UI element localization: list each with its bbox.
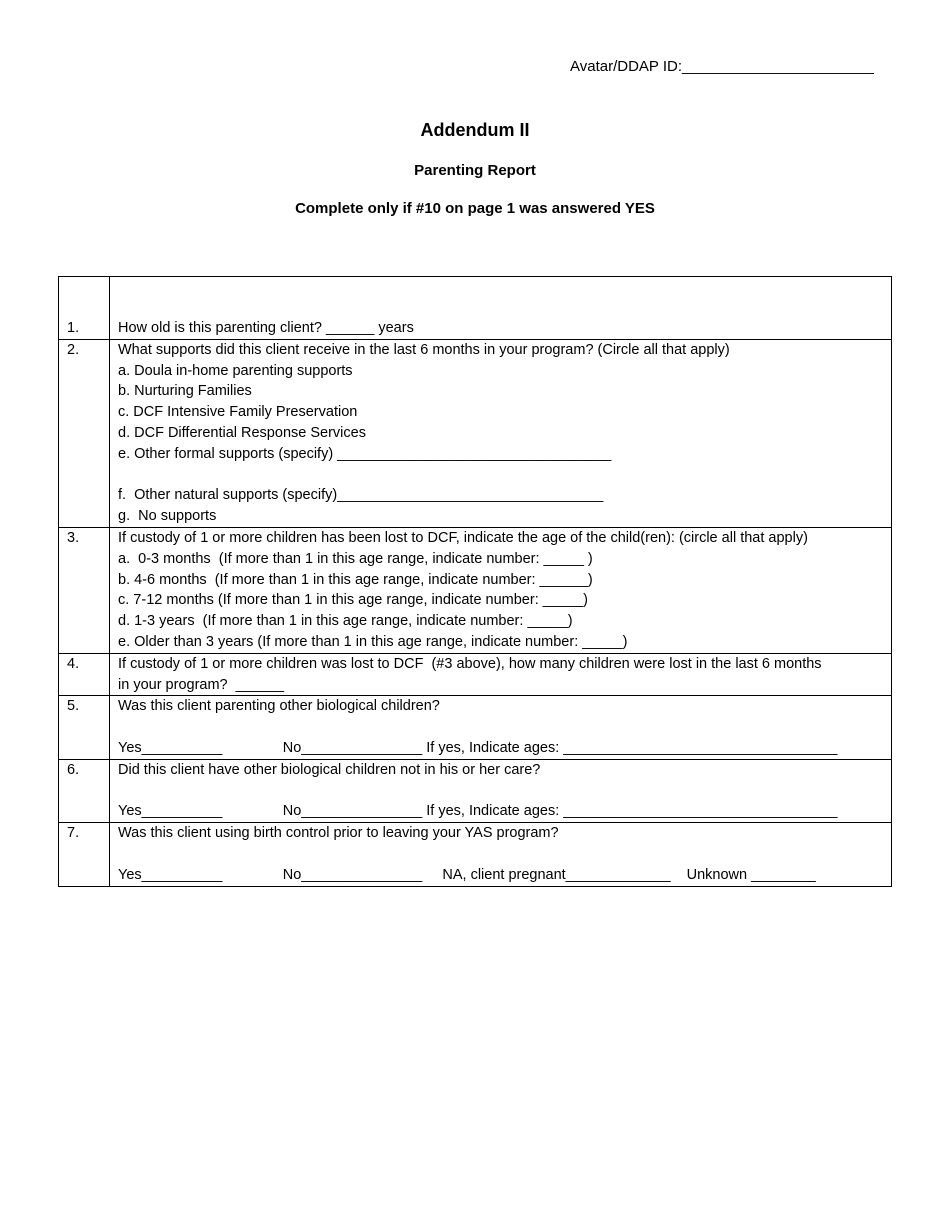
question-row — [59, 823, 892, 886]
question-number-label: 1. — [67, 320, 80, 336]
question-line: Did this client have other biological children not in his or her care? — [118, 761, 541, 778]
question-text-cell[interactable] — [110, 696, 892, 759]
question-line: Was this client parenting other biological children? — [118, 698, 440, 715]
question-number-label: 5. — [67, 698, 80, 715]
question-line: e. Other formal supports (specify) __________________________________ — [118, 445, 612, 462]
question-row — [59, 277, 892, 340]
addendum-title: Addendum II — [420, 120, 530, 140]
question-text-cell[interactable] — [110, 653, 892, 696]
question-row — [59, 759, 892, 822]
question-line: in your program? ______ — [118, 676, 285, 693]
question-line: f. Other natural supports (specify)_________________________________ — [118, 487, 604, 504]
question-line: g. No supports — [118, 508, 217, 525]
question-text-cell[interactable] — [110, 759, 892, 822]
question-line: If custody of 1 or more children was lost to DCF (#3 above), how many children were lost in the last 6 months — [118, 655, 822, 672]
question-text-cell[interactable] — [110, 277, 892, 340]
question-text-cell[interactable] — [110, 823, 892, 886]
ddap-id-field[interactable] — [570, 58, 874, 75]
parenting-questions-table — [58, 276, 892, 887]
report-subtitle: Parenting Report — [414, 162, 536, 179]
question-line: d. 1-3 years (If more than 1 in this age range, indicate number: _____) — [118, 613, 573, 630]
question-number — [59, 339, 110, 527]
instruction-text: Complete only if #10 on page 1 was answered YES — [295, 200, 655, 217]
question-line: d. DCF Differential Response Services — [118, 424, 366, 441]
question-row — [59, 653, 892, 696]
question-line: b. Nurturing Families — [118, 383, 252, 400]
question-line: c. 7-12 months (If more than 1 in this age range, indicate number: _____) — [118, 592, 588, 609]
question-line: Yes__________ No_______________ NA, client pregnant_____________ Unknown ________ — [118, 866, 816, 883]
question-line: c. DCF Intensive Family Preservation — [118, 404, 358, 421]
questions-body — [59, 277, 892, 887]
question-number-label: 6. — [67, 761, 80, 778]
question-row — [59, 527, 892, 653]
question-row — [59, 339, 892, 527]
question-number-label: 3. — [67, 529, 80, 546]
question-number — [59, 696, 110, 759]
question-text-cell[interactable] — [110, 339, 892, 527]
question-text-cell[interactable] — [110, 527, 892, 653]
ddap-id-label: Avatar/DDAP ID: — [570, 58, 682, 75]
question-line — [118, 781, 885, 802]
question-line: a. Doula in-home parenting supports — [118, 362, 353, 379]
question-line — [118, 717, 885, 738]
question-number — [59, 527, 110, 653]
ddap-id-blank[interactable]: _______________________ — [682, 58, 874, 75]
question-line: e. Older than 3 years (If more than 1 in this age range, indicate number: _____) — [118, 633, 628, 650]
question-row — [59, 696, 892, 759]
question-number-label: 7. — [67, 825, 80, 842]
question-line: b. 4-6 months (If more than 1 in this age range, indicate number: ______) — [118, 571, 593, 588]
question-line — [118, 844, 885, 865]
question-line — [118, 465, 885, 486]
question-number — [59, 653, 110, 696]
question-number — [59, 277, 110, 340]
question-line: Yes__________ No_______________ If yes, Indicate ages: __________________________________ — [118, 803, 838, 820]
question-line: a. 0-3 months (If more than 1 in this age range, indicate number: _____ ) — [118, 550, 593, 567]
question-line: Yes__________ No_______________ If yes, Indicate ages: __________________________________ — [118, 739, 838, 756]
question-number-label: 2. — [67, 341, 80, 358]
question-line: What supports did this client receive in the last 6 months in your program? (Circle all that apply) — [118, 341, 730, 358]
question-number — [59, 759, 110, 822]
question-line: If custody of 1 or more children has been lost to DCF, indicate the age of the child(ren): (circle all that apply) — [118, 529, 808, 546]
question-number — [59, 823, 110, 886]
question-number-label: 4. — [67, 655, 80, 672]
question-line: Was this client using birth control prior to leaving your YAS program? — [118, 825, 559, 842]
question-line: How old is this parenting client? ______ years — [118, 320, 414, 336]
